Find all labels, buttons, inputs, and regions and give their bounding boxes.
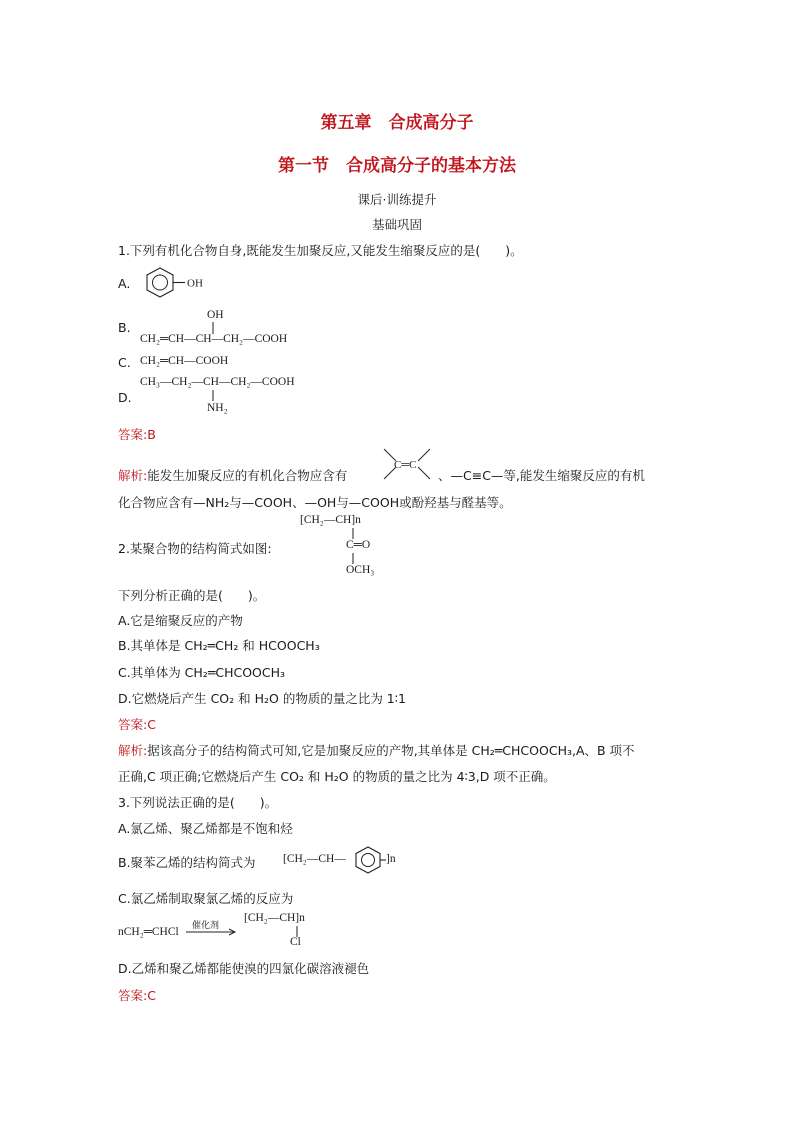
answer-label: 答案: (118, 427, 148, 442)
analysis-1-line1-cont: 、—C≡C—等,能发生缩聚反应的有机 (438, 468, 645, 483)
alkene-structure (380, 446, 434, 482)
level-heading: 基础巩固 (371, 217, 422, 232)
analysis-2-line1 (118, 741, 635, 759)
q2-option-a: A.它是缩聚反应的产物 (118, 613, 243, 628)
polymer-carbonyl: C═O (346, 539, 371, 551)
option-b-oh: OH (207, 309, 224, 321)
question-2-stem: 2.某聚合物的结构简式如图: (118, 541, 272, 556)
bond-line (211, 390, 215, 401)
answer-2 (118, 715, 156, 733)
alkene-label: C═C (394, 459, 417, 471)
bond-line (351, 553, 355, 564)
vinyl-chloride-reactant: nCH₂═CHCl (118, 926, 179, 938)
polystyrene-formula: [CH₂—CH— (283, 853, 346, 865)
answer-3 (118, 986, 156, 1004)
analysis-1-line1 (118, 466, 347, 484)
question-1-stem: 1.下列有机化合物自身,既能发生加聚反应,又能发生缩聚反应的是( )。 (118, 243, 523, 258)
answer-label: 答案: (118, 717, 148, 732)
option-c-label: C. (118, 355, 131, 370)
q2-option-c: C.其单体为 CH₂═CHCOOCH₃ (118, 665, 286, 680)
bond-line (351, 528, 355, 539)
pvc-chlorine: Cl (290, 936, 301, 948)
section-title: 第一节 合成高分子的基本方法 (278, 156, 516, 176)
reaction-arrow (186, 928, 238, 936)
benzene-ring-structure (350, 845, 386, 875)
catalyst-label: 催化剂 (192, 921, 220, 931)
polystyrene-end: ]n (386, 853, 396, 865)
phenol-oh: OH (187, 277, 203, 290)
q2-option-b: B.其单体是 CH₂═CH₂ 和 HCOOCH₃ (118, 638, 320, 653)
analysis-text: 能发生加聚反应的有机化合物应含有 (147, 468, 348, 483)
option-d-nh2: NH₂ (207, 402, 228, 414)
question-3-stem: 3.下列说法正确的是( )。 (118, 795, 278, 810)
answer-1 (118, 425, 156, 443)
q3-option-d: D.乙烯和聚乙烯都能使溴的四氯化碳溶液褪色 (118, 961, 370, 976)
question-2-prompt: 下列分析正确的是( )。 (118, 588, 266, 603)
option-a-label: A. (118, 276, 131, 291)
q3-option-c: C.氯乙烯制取聚氯乙烯的反应为 (118, 891, 294, 906)
option-b-formula: CH₂═CH—CH—CH₂—COOH (140, 333, 288, 345)
analysis-1-line2: 化合物应含有—NH₂与—COOH、—OH与—COOH或酚羟基与醛基等。 (118, 495, 512, 510)
answer-label: 答案: (118, 988, 148, 1003)
pvc-repeat-unit: [CH₂—CH]n (244, 912, 305, 924)
q2-option-d: D.它燃烧后产生 CO₂ 和 H₂O 的物质的量之比为 1∶1 (118, 691, 406, 706)
option-d-label: D. (118, 390, 132, 405)
answer-value: B (147, 427, 156, 442)
polymer-repeat-unit: [CH₂—CH]n (300, 514, 361, 526)
option-b-label: B. (118, 320, 131, 335)
analysis-label: 解析: (118, 743, 148, 758)
subtitle: 课后·训练提升 (357, 192, 437, 207)
option-c-formula: CH₂═CH—COOH (140, 355, 229, 367)
analysis-text: 据该高分子的结构简式可知,它是加聚反应的产物,其单体是 CH₂═CHCOOCH₃,A、B 项不 (147, 743, 635, 758)
option-d-formula: CH₃—CH₂—CH—CH₂—COOH (140, 376, 295, 388)
polymer-methoxy: OCH₃ (346, 564, 375, 576)
analysis-label: 解析: (118, 468, 148, 483)
q3-option-b: B.聚苯乙烯的结构简式为 (118, 855, 256, 870)
answer-value: C (147, 988, 156, 1003)
answer-value: C (147, 717, 156, 732)
analysis-2-line2: 正确,C 项正确;它燃烧后产生 CO₂ 和 H₂O 的物质的量之比为 4∶3,D 项不正确。 (118, 769, 556, 784)
q3-option-a: A.氯乙烯、聚乙烯都是不饱和烃 (118, 821, 293, 836)
phenol-structure (140, 265, 210, 301)
chapter-title: 第五章 合成高分子 (320, 113, 474, 133)
